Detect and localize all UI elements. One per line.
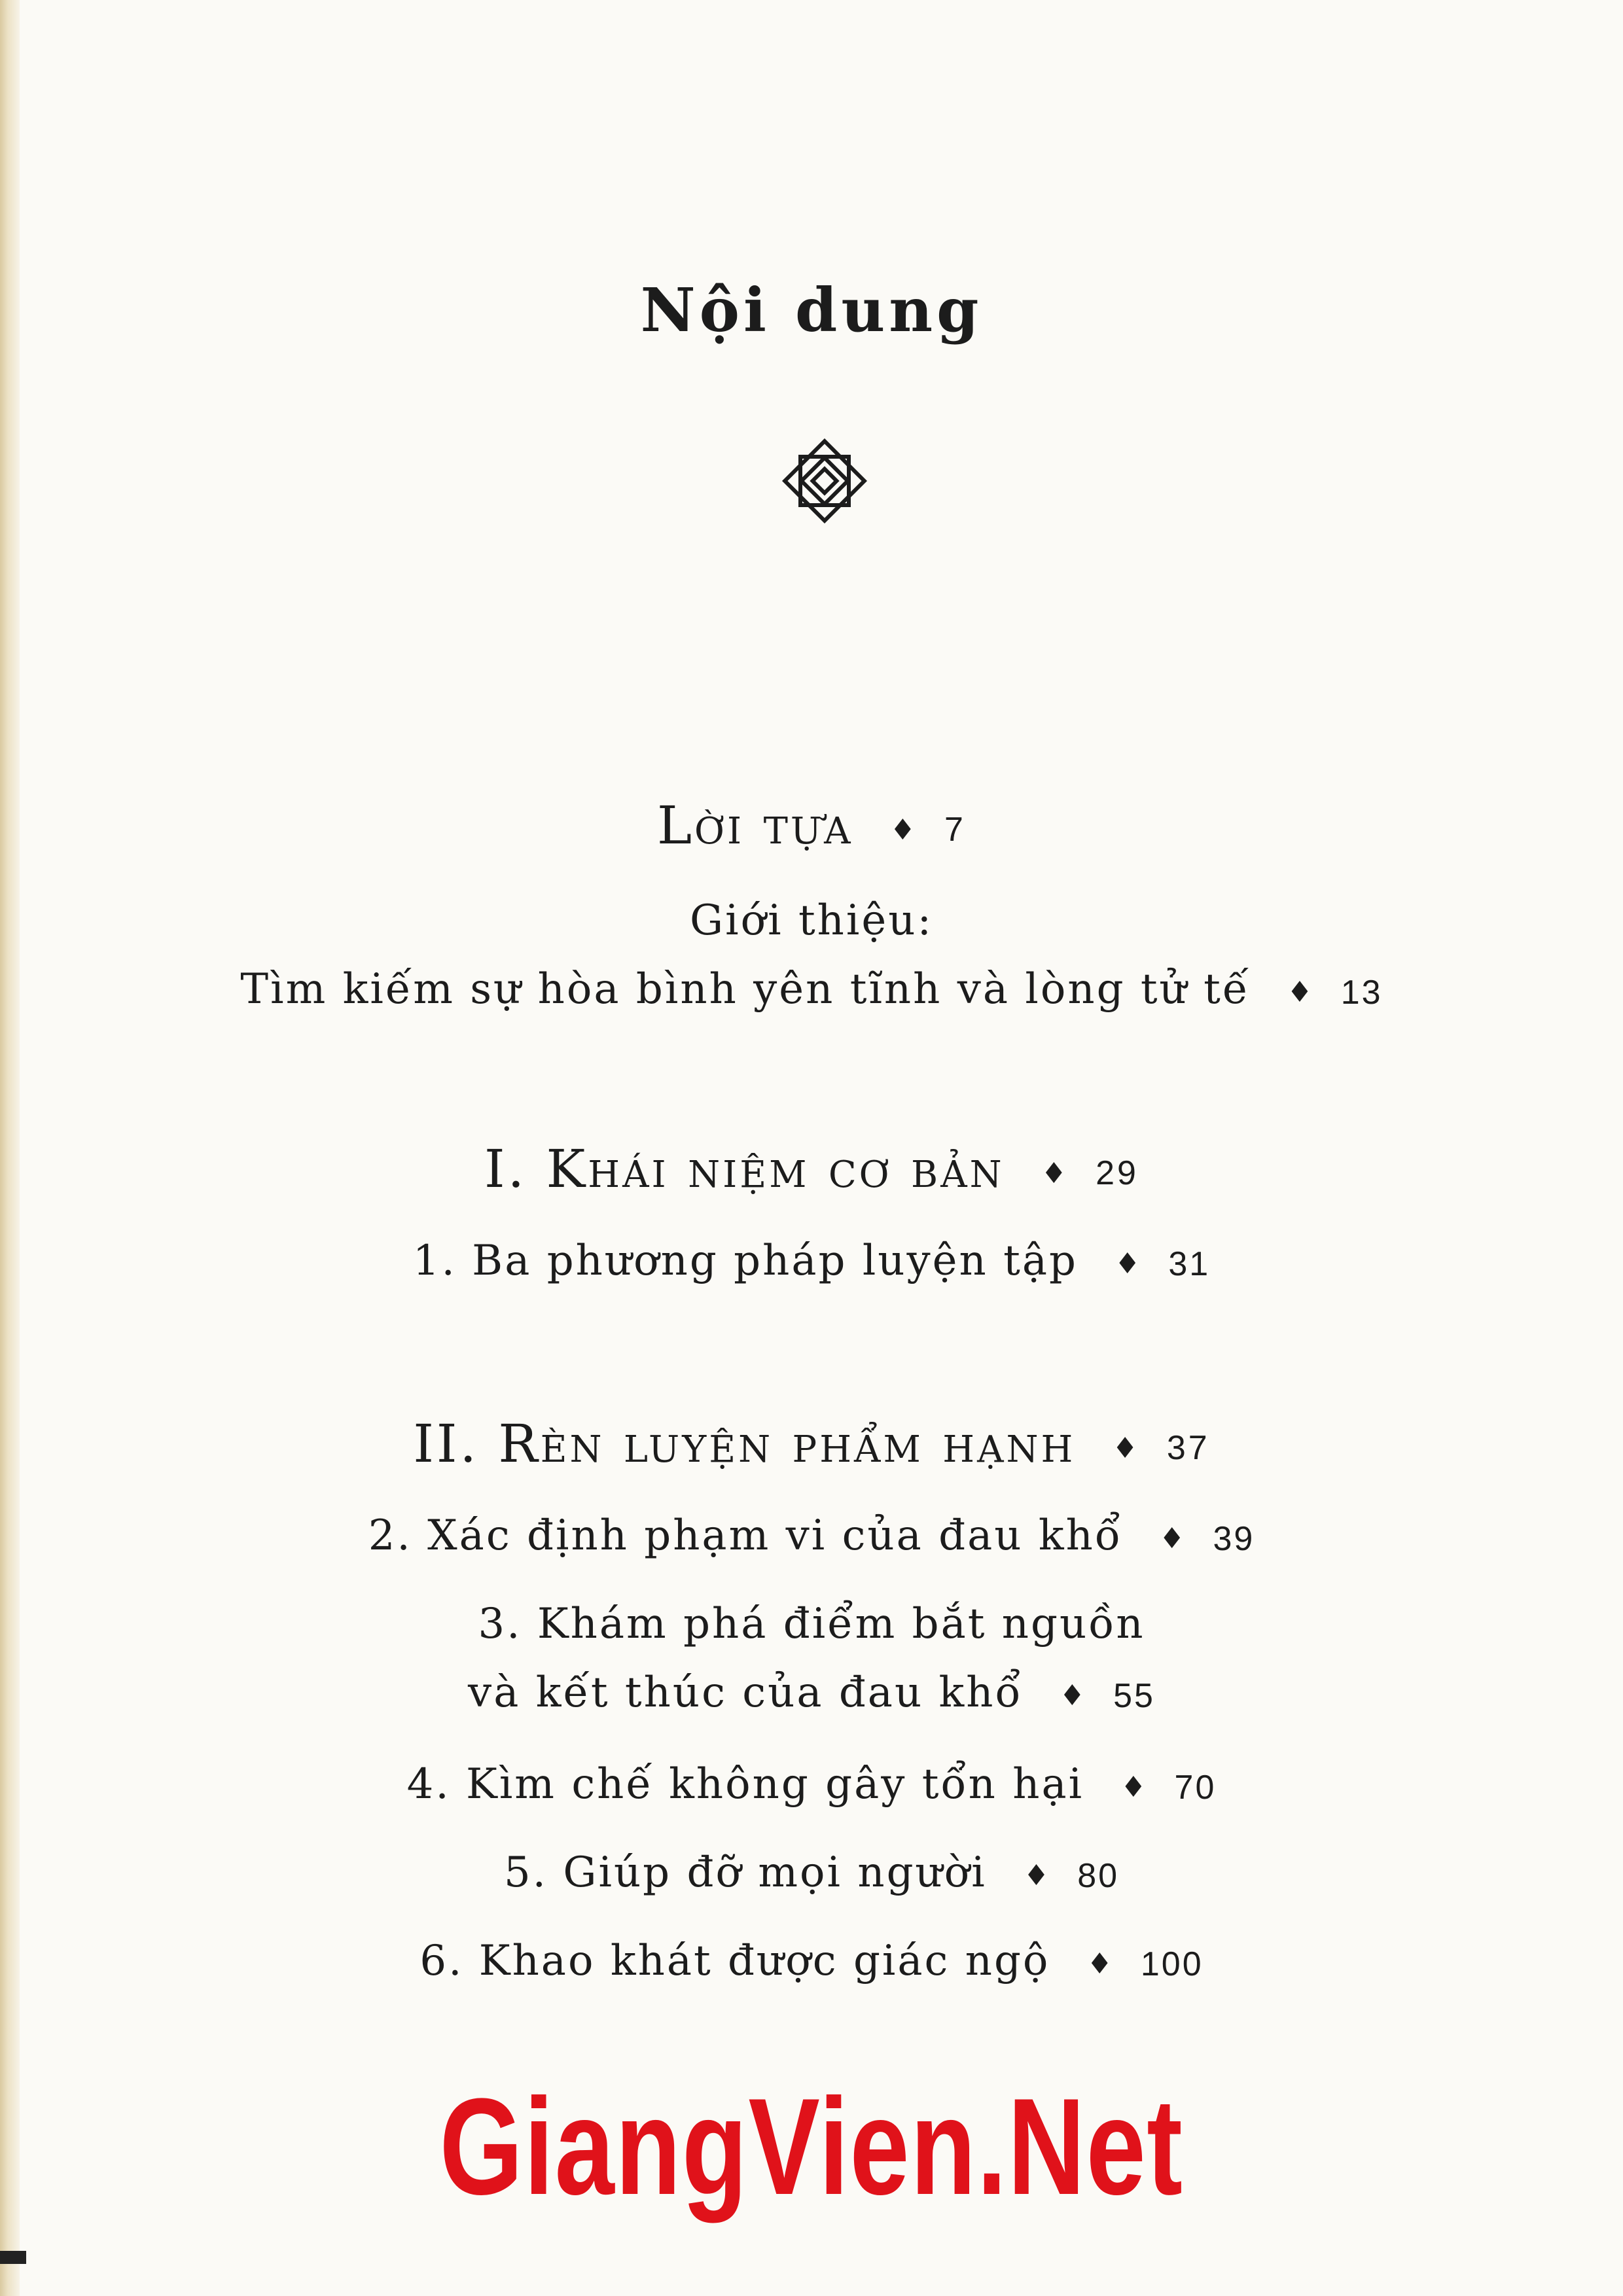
toc-label: 1. Ba phương pháp luyện tập xyxy=(412,1237,1078,1285)
page-title: Nội dung xyxy=(640,275,983,345)
toc-entry-loi-tua[interactable] xyxy=(0,795,1623,856)
page-corner-shadow xyxy=(0,2251,26,2264)
toc-page-number: 80 xyxy=(1077,1856,1120,1895)
diamond-separator-icon: ♦ xyxy=(1059,1679,1088,1712)
toc-chapter-3-line2[interactable] xyxy=(0,1669,1623,1717)
toc-part-1[interactable] xyxy=(0,1139,1623,1199)
toc-label: II. Rèn luyện phẩm hạnh xyxy=(413,1413,1076,1474)
toc-page-number: 29 xyxy=(1096,1154,1139,1192)
diamond-ornament-icon xyxy=(782,438,867,523)
toc-label: 2. Xác định phạm vi của đau khổ xyxy=(368,1511,1122,1560)
toc-page-number: 70 xyxy=(1174,1768,1217,1807)
toc-chapter-5[interactable] xyxy=(0,1848,1623,1897)
toc-entry-gioi-thieu-line1[interactable] xyxy=(0,896,1623,945)
toc-chapter-6[interactable] xyxy=(0,1937,1623,1985)
toc-page-number: 37 xyxy=(1166,1429,1210,1467)
toc-chapter-2[interactable] xyxy=(0,1511,1623,1560)
diamond-separator-icon: ♦ xyxy=(1120,1771,1149,1804)
toc-label: Tìm kiếm sự hòa bình yên tĩnh và lòng tử tế xyxy=(240,965,1251,1014)
diamond-separator-icon: ♦ xyxy=(1086,1947,1115,1981)
toc-label: Giới thiệu: xyxy=(690,896,933,945)
diamond-separator-icon: ♦ xyxy=(1287,976,1315,1009)
toc-label: 4. Kìm chế không gây tổn hại xyxy=(406,1760,1084,1809)
diamond-separator-icon: ♦ xyxy=(1041,1156,1070,1190)
toc-entry-gioi-thieu-line2[interactable] xyxy=(0,965,1623,1014)
diamond-separator-icon: ♦ xyxy=(1158,1522,1187,1555)
diamond-separator-icon: ♦ xyxy=(1114,1247,1143,1280)
toc-label: 6. Khao khát được giác ngộ xyxy=(419,1937,1050,1985)
diamond-separator-icon: ♦ xyxy=(1023,1859,1052,1892)
toc-label: 5. Giúp đỡ mọi người xyxy=(503,1848,987,1897)
toc-label: và kết thúc của đau khổ xyxy=(468,1669,1023,1717)
toc-chapter-4[interactable] xyxy=(0,1760,1623,1809)
toc-chapter-1[interactable] xyxy=(0,1237,1623,1285)
diamond-separator-icon: ♦ xyxy=(889,813,919,847)
toc-chapter-3-line1[interactable] xyxy=(0,1600,1623,1648)
toc-page-number: 31 xyxy=(1168,1245,1211,1283)
diamond-separator-icon: ♦ xyxy=(1112,1431,1141,1465)
toc-page-number: 100 xyxy=(1140,1945,1204,1983)
toc-label: Lời tựa xyxy=(657,795,853,856)
toc-page-number: 7 xyxy=(944,811,966,849)
toc-page-number: 55 xyxy=(1113,1676,1155,1715)
toc-page-number: 13 xyxy=(1340,973,1383,1012)
toc-label: I. Khái niệm cơ bản xyxy=(484,1139,1005,1199)
toc-label: 3. Khám phá điểm bắt nguồn xyxy=(478,1600,1145,1648)
watermark-logo: GiangVien.Net xyxy=(439,2070,1184,2223)
toc-part-2[interactable] xyxy=(0,1413,1623,1474)
toc-page-number: 39 xyxy=(1213,1519,1255,1558)
